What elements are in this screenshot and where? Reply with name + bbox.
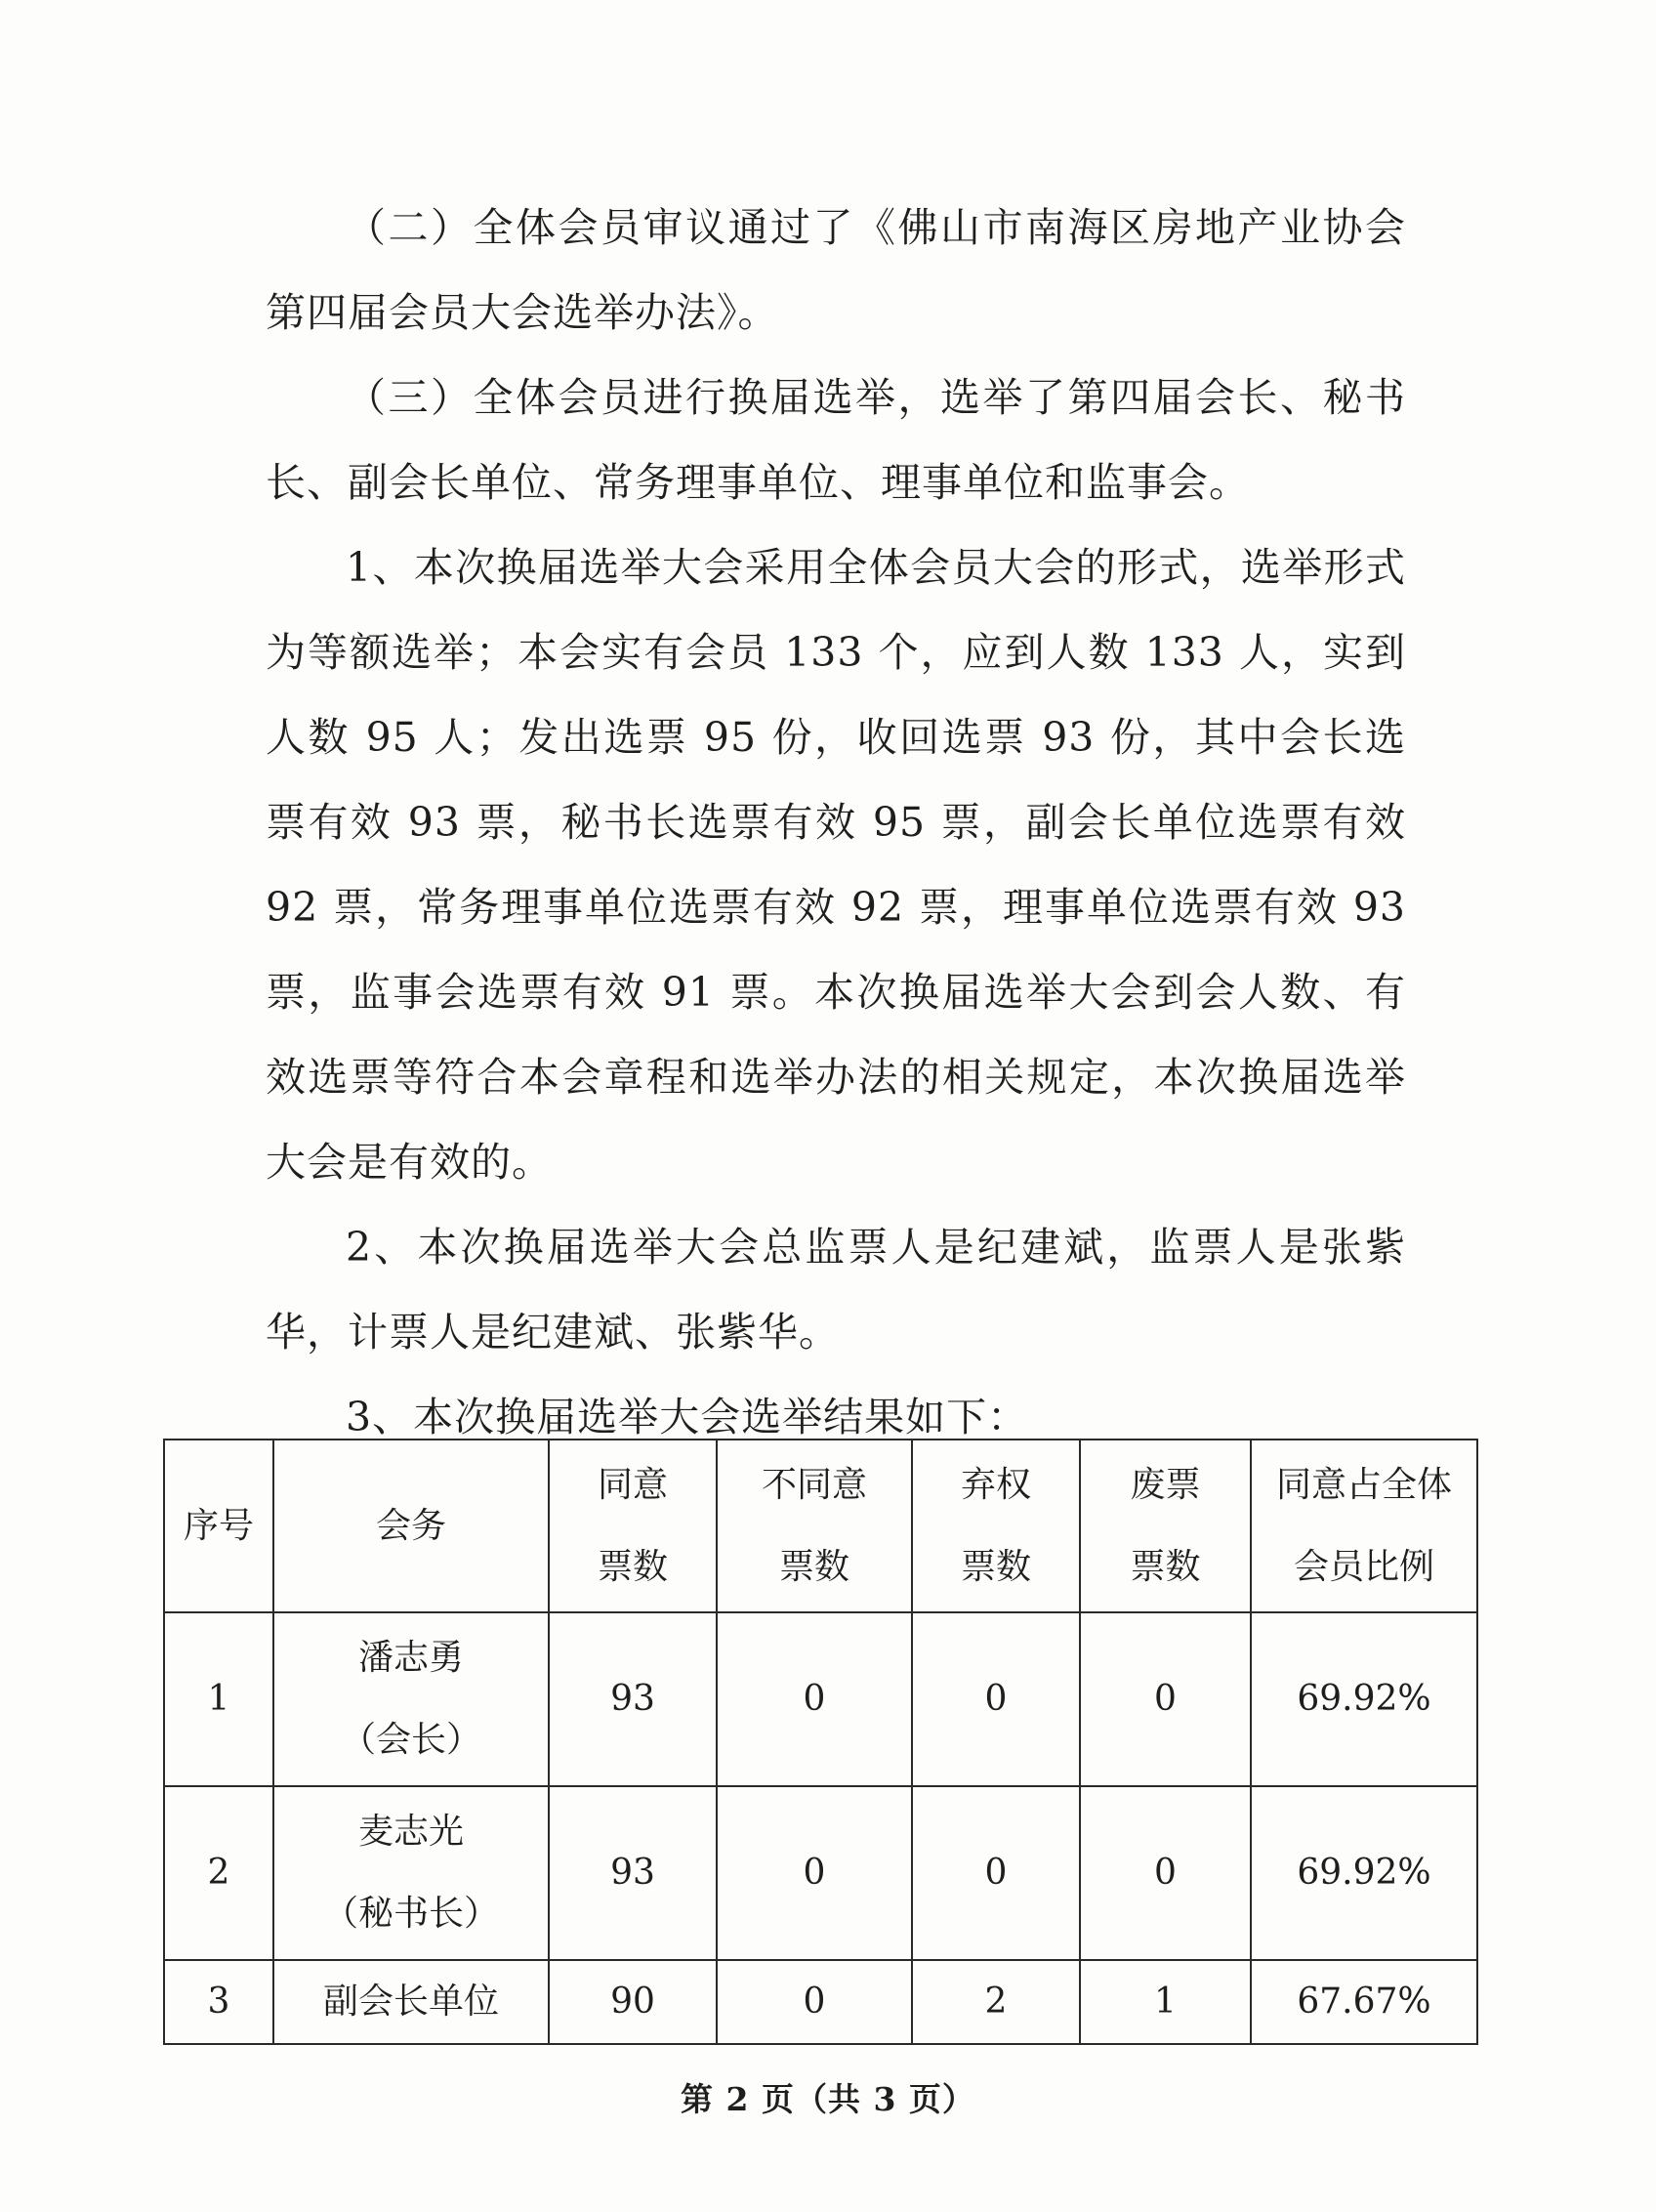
cell-abstain: 0 <box>912 1786 1080 1960</box>
cell-disagree: 0 <box>717 1960 912 2044</box>
cell-ratio: 69.92% <box>1251 1786 1477 1960</box>
cell-abstain: 0 <box>912 1612 1080 1786</box>
paragraph-3: （三）全体会员进行换届选举，选举了第四届会长、秘书长、副会长单位、常务理事单位、理事单位和监事会。 <box>266 374 1406 506</box>
cell-no: 1 <box>164 1612 273 1786</box>
header-role: 会务 <box>273 1440 549 1612</box>
paragraph-election-form: 1、本次换届选举大会采用全体会员大会的形式，选举形式为等额选举；本会实有会员 133 个，应到人数 133 人，实到人数 95 人；发出选票 95 份，收回选票 93 份，其中会长选票有效 93 票，秘书长选票有效 95 票，副会长单位选票有效 92 票，常务理事单位选票有效 92 票，理事单位选票有效 93 票，监事会选票有效 91 票。本次换届选举大会到会人数、有效选票等符合本会章程和选举办法的相关规定，本次换届选举大会是有效的。 <box>266 544 1406 1186</box>
paragraph-2: （二）全体会员审议通过了《佛山市南海区房地产业协会第四届会员大会选举办法》。 <box>266 204 1406 336</box>
cell-agree: 93 <box>549 1786 717 1960</box>
cell-role: 潘志勇 （会长） <box>273 1612 549 1786</box>
cell-role: 副会长单位 <box>273 1960 549 2044</box>
table-row <box>164 1786 1477 1960</box>
cell-agree: 93 <box>549 1612 717 1786</box>
body-text <box>266 186 1406 1460</box>
cell-role: 麦志光 （秘书长） <box>273 1786 549 1960</box>
page-footer: 第 2 页（共 3 页） <box>681 2080 975 2118</box>
table-row <box>164 1960 1477 2044</box>
cell-disagree: 0 <box>717 1612 912 1786</box>
header-agree: 同意 票数 <box>549 1440 717 1612</box>
header-abstain: 弃权 票数 <box>912 1440 1080 1612</box>
table-row <box>164 1612 1477 1786</box>
cell-agree: 90 <box>549 1960 717 2044</box>
cell-ratio: 67.67% <box>1251 1960 1477 2044</box>
table-header-row <box>164 1440 1477 1612</box>
header-invalid: 废票 票数 <box>1080 1440 1251 1612</box>
cell-invalid: 1 <box>1080 1960 1251 2044</box>
cell-invalid: 0 <box>1080 1612 1251 1786</box>
paragraph-scrutineers: 2、本次换届选举大会总监票人是纪建斌，监票人是张紫华，计票人是纪建斌、张紫华。 <box>266 1224 1406 1356</box>
cell-ratio: 69.92% <box>1251 1612 1477 1786</box>
paragraph-results-intro: 3、本次换届选举大会选举结果如下： <box>346 1394 1029 1440</box>
header-no: 序号 <box>164 1440 273 1612</box>
cell-no: 3 <box>164 1960 273 2044</box>
election-results-table <box>163 1439 1478 2045</box>
cell-abstain: 2 <box>912 1960 1080 2044</box>
cell-no: 2 <box>164 1786 273 1960</box>
header-ratio: 同意占全体 会员比例 <box>1251 1440 1477 1612</box>
header-disagree: 不同意 票数 <box>717 1440 912 1612</box>
cell-invalid: 0 <box>1080 1786 1251 1960</box>
cell-disagree: 0 <box>717 1786 912 1960</box>
